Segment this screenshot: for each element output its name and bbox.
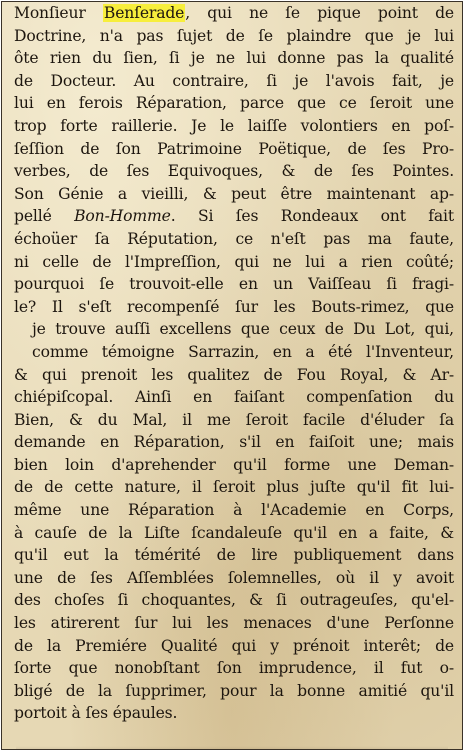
body-text — [14, 2, 454, 725]
text-segment: ſeſſion de ſon Patrimoine Poëtique, de ſes Pro- — [14, 139, 454, 158]
text-segment: Monſieur — [14, 4, 103, 22]
text-segment: ſorte que nonobſtant ſon imprudence, il fut o- — [14, 659, 454, 678]
text-line — [14, 115, 454, 138]
text-segment: Son Génie a vieilli, & peut être maintenant ap- — [14, 184, 454, 203]
page-edge-shadow — [16, 746, 448, 750]
text-segment: Doctrine, n'a pas ſujet de ſe plaindre que je lui — [14, 26, 454, 45]
text-segment: ni celle de l'Impreſſion, qui ne lui a rien coûté; — [14, 252, 454, 271]
text-segment: ôte rien du ſien, ſi je ne lui donne pas la qualité — [14, 49, 454, 68]
text-segment: bien loin d'aprehender qu'il forme une Deman- — [14, 455, 454, 474]
text-segment: pourquoi ſe trouvoit-elle en un Vaiſſeau ſi fragi- — [14, 275, 454, 294]
text-segment: de de cette nature, il ſeroit plus juſte qu'il fit lui- — [14, 478, 454, 497]
text-segment: , qui ne ſe pique point de — [185, 4, 454, 22]
text-line — [14, 544, 454, 567]
text-segment: les atirerent ſur lui les menaces d'une Perſonne — [14, 614, 454, 633]
text-segment: demande en Réparation, s'il en faiſoit une; mais — [14, 433, 454, 452]
text-segment: bligé de la ſupprimer, pour la bonne amitié qu'il — [14, 681, 454, 700]
text-segment: portoit à ſes épaules. — [14, 704, 178, 723]
text-line — [14, 296, 454, 319]
text-line — [14, 251, 454, 274]
text-segment: le? Il s'eſt recompenſé ſur les Bouts-rimez, que — [14, 297, 454, 316]
text-line — [14, 92, 454, 115]
text-line — [14, 680, 454, 703]
text-segment: chiépiſcopal. Ainſi en faiſant compenſation du — [14, 388, 454, 407]
text-line — [14, 522, 454, 545]
text-line — [14, 364, 454, 387]
text-line — [14, 476, 454, 499]
text-segment: même une Réparation à l'Academie en Corps, — [14, 501, 454, 520]
text-segment: comme témoigne Sarrazin, en a été l'Inventeur, — [32, 342, 454, 361]
text-line — [14, 25, 454, 48]
text-segment: Bien, & du Mal, il me ſeroit facile d'éluder ſa — [14, 410, 454, 429]
text-segment: de la Premiére Qualité qui y prénoit interêt; de — [14, 636, 454, 655]
text-line — [14, 635, 454, 658]
text-segment: échoüer ſa Réputation, ce n'eſt pas ma faute, — [14, 229, 454, 248]
text-segment: qu'il eut la témérité de lire publiquement dans — [14, 546, 454, 565]
text-line — [14, 2, 454, 25]
text-line — [14, 47, 454, 70]
text-segment: une de ſes Aſſemblées ſolemnelles, où il y avoit — [14, 568, 454, 587]
text-line — [14, 589, 454, 612]
highlighted-word: Benſerade — [103, 4, 185, 22]
text-line — [14, 138, 454, 161]
text-line — [14, 273, 454, 296]
text-segment: . Si ſes Rondeaux ont fait — [170, 207, 454, 226]
text-line — [14, 612, 454, 635]
text-line — [14, 386, 454, 409]
text-line — [14, 318, 454, 341]
text-line — [14, 341, 454, 364]
text-line — [14, 228, 454, 251]
text-line — [14, 205, 454, 228]
text-segment: de Docteur. Au contraire, ſi je l'avois fait, je — [14, 71, 454, 90]
text-segment: verbes, de ſes Equivoques, & de ſes Pointes. — [14, 162, 454, 181]
text-line — [14, 70, 454, 93]
text-segment: trop forte raillerie. Je le laiſſe volontiers en poſ- — [14, 116, 454, 135]
text-line — [14, 431, 454, 454]
text-line — [14, 454, 454, 477]
scanned-page — [1, 1, 463, 750]
text-segment: & qui prenoit les qualitez de Fou Royal, & Ar- — [14, 365, 454, 384]
text-line — [14, 160, 454, 183]
text-segment: à cauſe de la Liſte ſcandaleuſe qu'il en a faite, & — [14, 523, 454, 542]
text-line — [14, 657, 454, 680]
text-line — [14, 409, 454, 432]
text-line — [14, 567, 454, 590]
text-segment: lui en ferois Réparation, parce que ce ſeroit une — [14, 94, 454, 113]
text-segment: pellé — [14, 207, 75, 226]
italic-text: Bon-Homme — [74, 207, 171, 226]
text-line — [14, 183, 454, 206]
text-segment: je trouve auſſi excellens que ceux de Du Lot, qui, — [32, 320, 454, 339]
text-segment: des choſes ſi choquantes, & ſi outrageuſes, qu'el- — [14, 591, 454, 610]
text-line — [14, 499, 454, 522]
text-line — [14, 702, 454, 725]
